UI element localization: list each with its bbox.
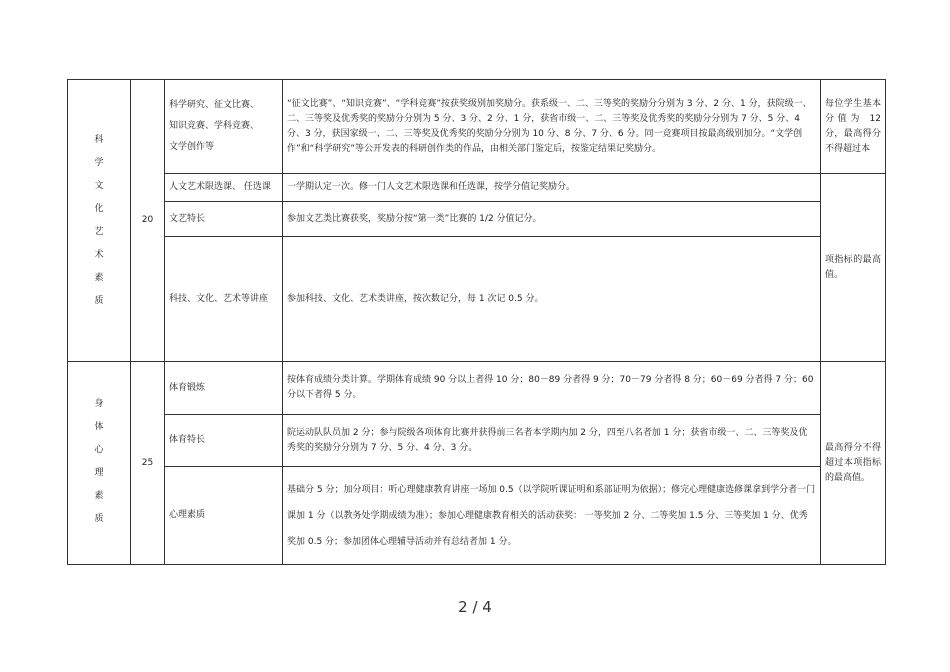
category-char: 素: [94, 491, 104, 501]
category-char: 化: [94, 204, 104, 214]
remark-basic-score: 每位学生基本分值为 12 分，最高得分不得超过本: [821, 80, 886, 174]
desc-art-talent: 参加文艺类比赛获奖，奖励分按“第一类”比赛的 1/2 分值记分。: [283, 202, 821, 237]
remark-max-value: 项指标的最高值。: [821, 174, 886, 362]
section-score: 25: [131, 362, 165, 565]
item-line: 科学研究、征文比赛、: [169, 100, 260, 110]
category-science-culture-art: [68, 80, 131, 362]
desc-humanities-courses: 一学期认定一次。修一门人文艺术限选课和任选课，按学分值记奖励分。: [283, 174, 821, 202]
category-char: 科: [94, 135, 104, 145]
item-lectures: 科技、文化、艺术等讲座: [165, 237, 283, 362]
item-line: 文学创作等: [169, 142, 215, 152]
category-char: 术: [94, 250, 104, 260]
category-char: 文: [94, 181, 104, 191]
evaluation-table: [67, 79, 886, 565]
desc-research-competition: “征文比赛”、“知识竞赛”、“学科竞赛”按获奖级别加奖励分。获系级一、二、三等奖的奖励分分别为 3 分、2 分、1 分，获院级一、二、三等奖及优秀奖的奖励分分别为 5 分、3 分、2 分、1 分，获省市级一、二、三等奖及优秀奖的奖励分分别为 7 分、5 分、4 分、3 分，获国家级一、二、三等奖及优秀奖的奖励分分别为 10 分、8 分、7 分、6 分。同一竞赛项目按最高级别加分。“文学创作”和“科学研究”等公开发表的科研创作类的作品，由相关部门鉴定后，按鉴定结果记奖励分。: [283, 80, 821, 174]
item-art-talent: 文艺特长: [165, 202, 283, 237]
section-score: 20: [131, 80, 165, 362]
desc-mental-quality: 基础分 5 分；加分项目：听心理健康教育讲座一场加 0.5（以学院听课证明和系部证明为依据）；修完心理健康选修课拿到学分者一门课加 1 分（以教务处学期成绩为准）；参加心理健康教育相关的活动获奖： 一等奖加 2 分、二等奖加 1.5 分、三等奖加 1 分、优秀奖加 0.5 分；参加团体心理辅导活动并有总结者加 1 分。: [283, 467, 821, 565]
category-char: 素: [94, 273, 104, 283]
item-mental-quality: 心理素质: [165, 467, 283, 565]
item-research-competition: [165, 80, 283, 174]
item-sports-talent: 体育特长: [165, 415, 283, 467]
category-char: 学: [94, 158, 104, 168]
category-char: 心: [94, 445, 104, 455]
desc-physical-exercise: 按体育成绩分类计算。学期体育成绩 90 分以上者得 10 分；80－89 分者得 9 分；70－79 分者得 8 分；60－69 分者得 7 分；60 分以下者得 5 分。: [283, 362, 821, 415]
category-char: 体: [94, 422, 104, 432]
item-physical-exercise: 体育锻炼: [165, 362, 283, 415]
category-char: 身: [94, 399, 104, 409]
page-number: 2 / 4: [458, 598, 492, 616]
item-humanities-courses: 人文艺术限选课、 任选课: [165, 174, 283, 202]
remark-max-value: 最高得分不得超过本项指标的最高值。: [821, 362, 886, 565]
category-char: 质: [94, 514, 104, 524]
desc-lectures: 参加科技、文化、艺术类讲座，按次数记分，每 1 次记 0.5 分。: [283, 237, 821, 362]
category-char: 质: [94, 296, 104, 306]
category-physical-mental: [68, 362, 131, 565]
category-char: 理: [94, 468, 104, 478]
item-line: 知识竞赛、学科竞赛、: [169, 121, 260, 131]
desc-sports-talent: 院运动队队员加 2 分；参与院级各项体育比赛并获得前三名者本学期内加 2 分，四至八名者加 1 分；获省市级一、二、三等奖及优秀奖的奖励分分别为 7 分、5 分、4 分、3 分。: [283, 415, 821, 467]
category-char: 艺: [94, 227, 104, 237]
